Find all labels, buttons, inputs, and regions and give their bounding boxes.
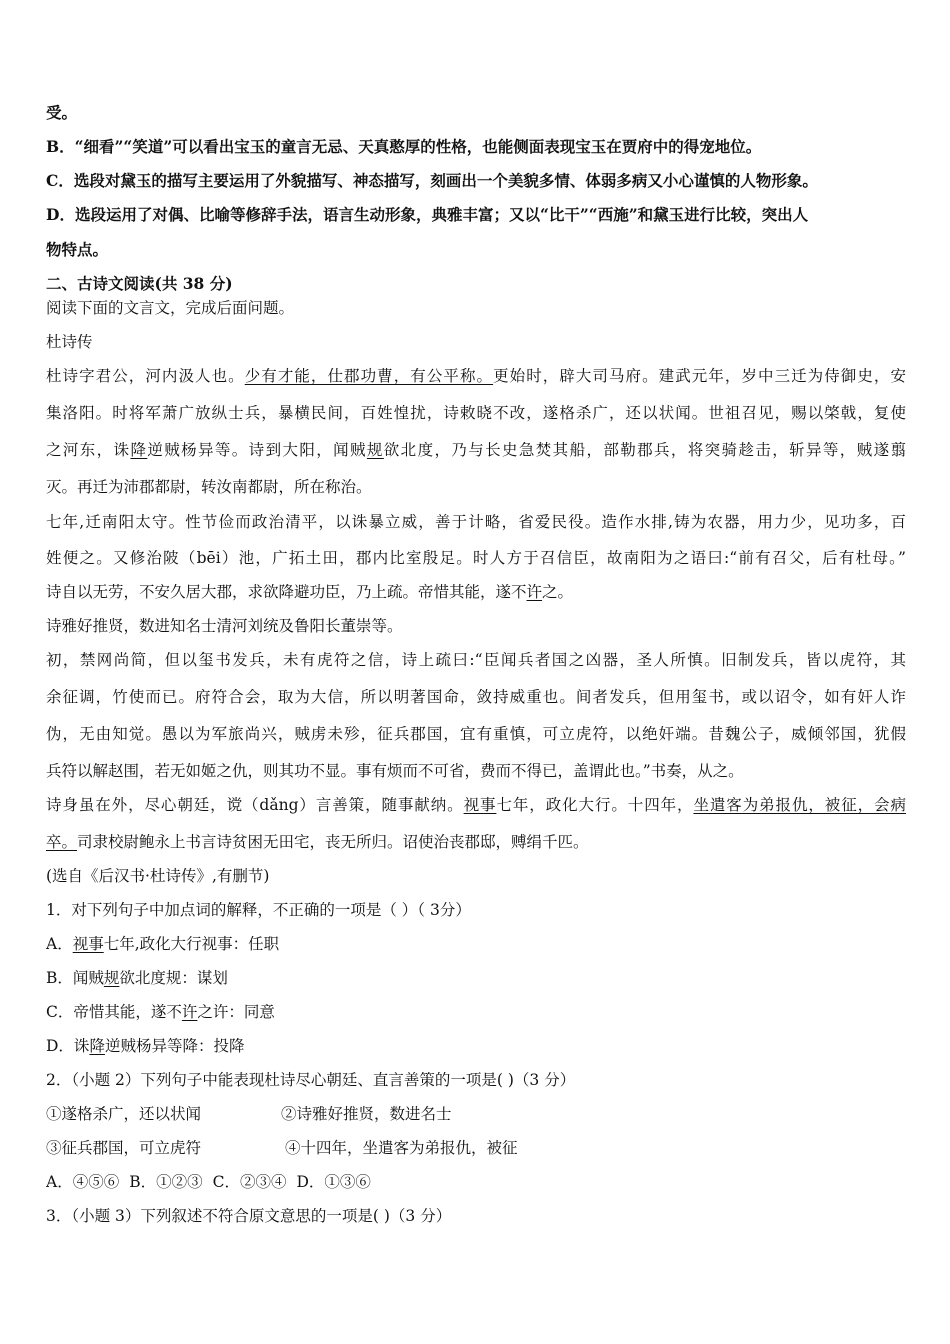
sentence-2: ②诗雅好推贤，数进名士 bbox=[281, 1105, 452, 1123]
question-2-sentences-row1 bbox=[46, 1104, 906, 1124]
text: A． bbox=[46, 935, 73, 953]
instruction bbox=[46, 298, 906, 318]
text: 诗自以无劳，不安久居大郡，求欲降避功臣，乃上疏。帝惜其能，遂不 bbox=[46, 583, 527, 601]
option-c: C．②③④ bbox=[212, 1173, 287, 1191]
option-c bbox=[46, 171, 906, 191]
sentence-3: ③征兵郡国，可立虎符 bbox=[46, 1139, 202, 1157]
dotted-word: 降 bbox=[130, 441, 148, 459]
section-heading-text: 二、古诗文阅读(共 38 分) bbox=[46, 274, 233, 293]
text: 逆贼杨异等降：投降 bbox=[104, 1037, 245, 1055]
passage-p1-line1 bbox=[46, 366, 906, 386]
text: C．帝惜其能，遂不 bbox=[46, 1003, 182, 1021]
text: 之。 bbox=[542, 583, 574, 601]
option-a: A．④⑤⑥ bbox=[46, 1173, 120, 1191]
dotted-word: 规 bbox=[103, 969, 120, 987]
passage-p1-line3 bbox=[46, 440, 906, 460]
option-c-text: C．选段对黛玉的描写主要运用了外貌描写、神态描写，刻画出一个美貌多情、体弱多病又小心谨慎的人物形象。 bbox=[46, 171, 818, 190]
question-1 bbox=[46, 900, 906, 920]
underlined-phrase: 卒。 bbox=[46, 833, 78, 851]
question-1-option-d bbox=[46, 1036, 906, 1056]
passage-p1-line2 bbox=[46, 403, 906, 423]
passage-p2-line2 bbox=[46, 548, 906, 568]
dotted-word: 视事 bbox=[463, 796, 497, 814]
option-b bbox=[46, 137, 906, 157]
passage-p2-line3 bbox=[46, 582, 906, 602]
text: 诗身虽在外，尽心朝廷，谠（dǎng）言善策，随事献纳。 bbox=[46, 796, 464, 814]
option-d: D．①③⑥ bbox=[296, 1173, 371, 1191]
question-1-text: 1．对下列句子中加点词的解释，不正确的一项是（ ）（ 3分） bbox=[46, 901, 471, 919]
text: 伪，无由知觉。愚以为军旅尚兴，贼虏未殄，征兵郡国，宜有重慎，可立虎符，以绝奸端。昔魏公子，威倾邻国，犹假 bbox=[46, 725, 906, 743]
question-2-options bbox=[46, 1172, 906, 1192]
option-d bbox=[46, 205, 906, 225]
text: 七年,迁南阳太守。性节俭而政治清平，以诛暴立威，善于计略，省爱民役。造作水排,铸为农器，用力少，见功多，百 bbox=[46, 513, 906, 531]
passage-p4-line1 bbox=[46, 650, 906, 670]
option-b-text: B．“细看”“笑道”可以看出宝玉的童言无忌、天真憨厚的性格，也能侧面表现宝玉在贾府中的得宠地位。 bbox=[46, 137, 762, 156]
text: 欲北度规：谋划 bbox=[119, 969, 228, 987]
text: 之许：同意 bbox=[197, 1003, 275, 1021]
passage-title bbox=[46, 332, 906, 352]
text: 集洛阳。时将军萧广放纵士兵，暴横民间，百姓惶扰，诗敕晓不改，遂格杀广，还以状闻。世祖召见，赐以棨戟，复使 bbox=[46, 404, 906, 422]
option-d-continued bbox=[46, 240, 906, 260]
text: D．诛 bbox=[46, 1037, 90, 1055]
passage-source bbox=[46, 866, 906, 886]
option-b: B．①②③ bbox=[129, 1173, 203, 1191]
passage-p5-line1 bbox=[46, 795, 906, 815]
question-2 bbox=[46, 1070, 906, 1090]
underlined-phrase: 坐遣客为弟报仇，被征，会病 bbox=[693, 796, 906, 814]
text: 初，禁网尚简，但以玺书发兵，未有虎符之信，诗上疏曰:“臣闻兵者国之凶器，圣人所慎。旧制发兵，皆以虎符，其 bbox=[46, 651, 906, 669]
text: 七年,政化大行视事：任职 bbox=[103, 935, 280, 953]
passage-p4-line4 bbox=[46, 761, 906, 781]
text: 更始时，辟大司马府。建武元年，岁中三迁为侍御史，安 bbox=[493, 367, 906, 385]
text: 灭。再迁为沛郡都尉，转汝南都尉，所在称治。 bbox=[46, 478, 372, 496]
text: 欲北度，乃与长史急焚其船，部勒郡兵，将突骑趁击，斩异等，贼遂翦 bbox=[383, 441, 906, 459]
question-1-option-b bbox=[46, 968, 906, 988]
text: 姓便之。又修治陂（bēi）池，广拓土田，郡内比室殷足。时人方于召信臣，故南阳为之语曰:“前有召父，后有杜母。” bbox=[46, 549, 906, 567]
dotted-word: 降 bbox=[89, 1037, 105, 1055]
text: 之河东，诛 bbox=[46, 441, 131, 459]
passage-p2-line1 bbox=[46, 512, 906, 532]
passage-p5-line2 bbox=[46, 832, 906, 852]
text: 七年，政化大行。十四年， bbox=[496, 796, 694, 814]
sentence-4: ④十四年，坐遣客为弟报仇，被征 bbox=[285, 1139, 518, 1157]
sentence-1: ①遂格杀广，还以状闻 bbox=[46, 1105, 202, 1123]
underlined-phrase: 少有才能，仕郡功曹，有公平称。 bbox=[244, 367, 494, 385]
dotted-word: 视事 bbox=[72, 935, 104, 953]
text: B．闻贼 bbox=[46, 969, 104, 987]
question-1-option-a bbox=[46, 934, 906, 954]
option-d-text-1: D．选段运用了对偶、比喻等修辞手法，语言生动形象，典雅丰富；又以“比干”“西施”和黛玉进行比较，突出人 bbox=[46, 205, 809, 224]
source-text: (选自《后汉书·杜诗传》,有删节) bbox=[46, 867, 270, 885]
dotted-word: 许 bbox=[181, 1003, 198, 1021]
question-2-sentences-row2 bbox=[46, 1138, 906, 1158]
text: 诗雅好推贤，数进知名士清河刘统及鲁阳长董崇等。 bbox=[46, 617, 403, 635]
question-2-text: 2．（小题 2）下列句子中能表现杜诗尽心朝廷、直言善策的一项是( )（3 分） bbox=[46, 1071, 576, 1089]
passage-p1-line4 bbox=[46, 477, 906, 497]
text: 兵符以解赵围，若无如姬之仇，则其功不显。事有烦而不可省，费而不得已，盖谓此也。”书奏，从之。 bbox=[46, 762, 744, 780]
passage-title-text: 杜诗传 bbox=[46, 333, 93, 351]
option-a-tail bbox=[46, 103, 906, 123]
dotted-word: 规 bbox=[366, 441, 384, 459]
option-d-text-2: 物特点。 bbox=[46, 240, 109, 259]
passage-p3 bbox=[46, 616, 906, 636]
text: 余征调，竹使而已。府符合会，取为大信，所以明著国命，敛持威重也。间者发兵，但用玺书，或以诏令，如有奸人诈 bbox=[46, 688, 906, 706]
text: 司隶校尉鲍永上书言诗贫困无田宅，丧无所归。诏使治丧郡邸，赙绢千匹。 bbox=[77, 833, 589, 851]
section-heading bbox=[46, 274, 906, 294]
passage-p4-line3 bbox=[46, 724, 906, 744]
text: 杜诗字君公，河内汲人也。 bbox=[46, 367, 245, 385]
instruction-text: 阅读下面的文言文，完成后面问题。 bbox=[46, 299, 295, 317]
text: 逆贼杨异等。诗到大阳，闻贼 bbox=[147, 441, 367, 459]
question-3 bbox=[46, 1206, 906, 1226]
option-a-tail-text: 受。 bbox=[46, 103, 78, 122]
question-1-option-c bbox=[46, 1002, 906, 1022]
dotted-word: 许 bbox=[526, 583, 543, 601]
passage-p4-line2 bbox=[46, 687, 906, 707]
question-3-text: 3．（小题 3）下列叙述不符合原文意思的一项是( )（3 分） bbox=[46, 1207, 452, 1225]
